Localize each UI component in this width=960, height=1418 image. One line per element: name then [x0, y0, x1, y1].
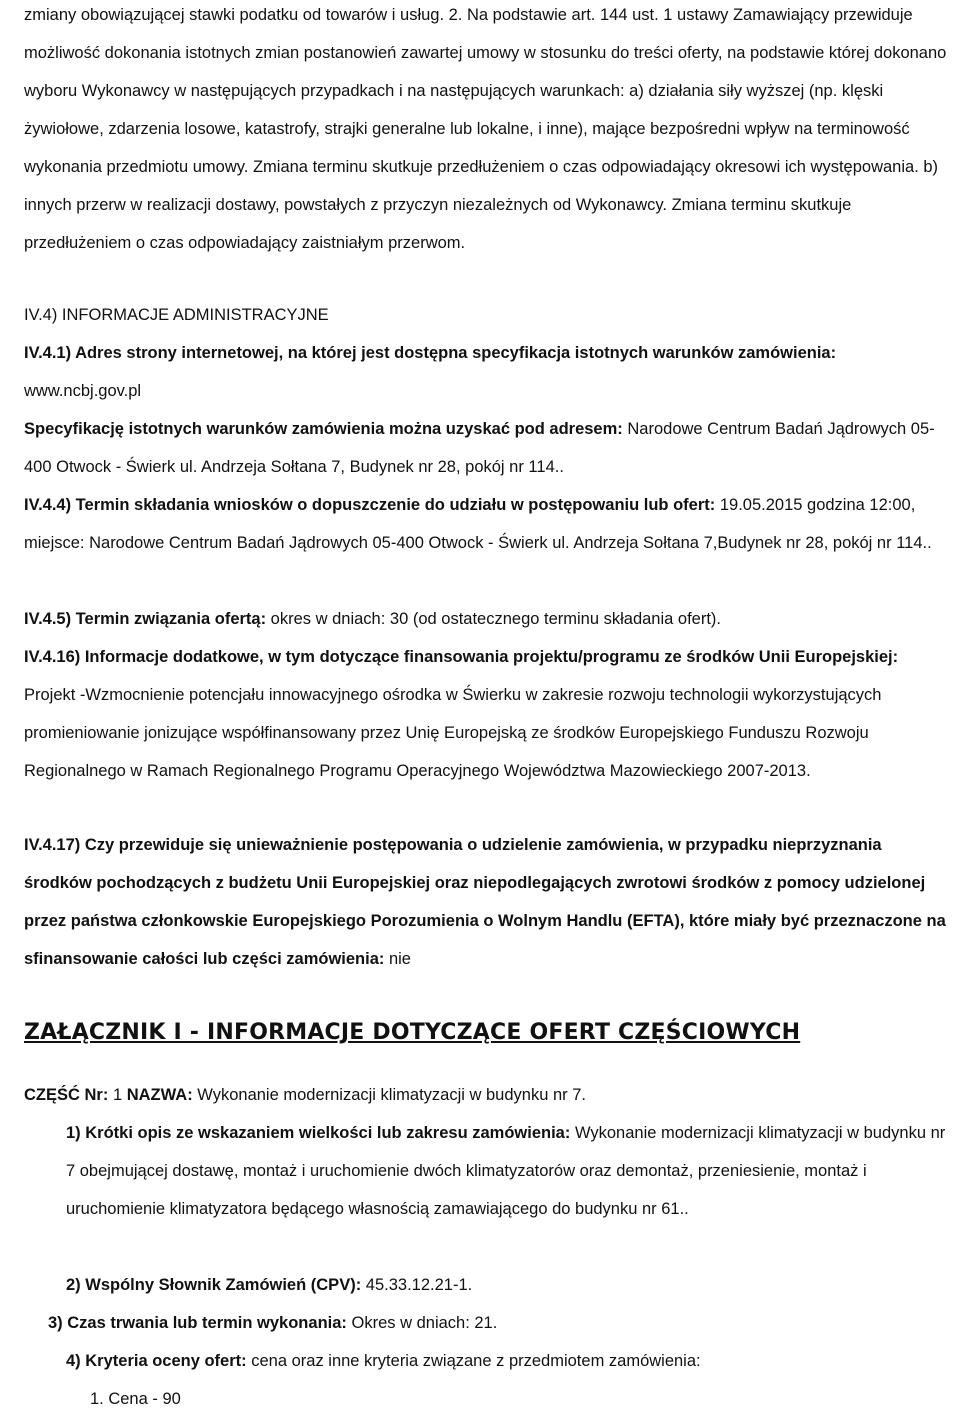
field-label: IV.4.1) Adres strony internetowej, na której jest dostępna specyfikacja istotnych warunków zamówienia:: [24, 344, 837, 362]
field-label: 1) Krótki opis ze wskazaniem wielkości lub zakresu zamówienia:: [66, 1124, 571, 1142]
field-iv416-additional-info: [24, 638, 952, 790]
field-label: 3) Czas trwania lub termin wykonania:: [48, 1314, 347, 1332]
item-criteria: [66, 1342, 952, 1380]
field-value: Narodowe Centrum Badań Jądrowych 05-400 Otwock - Świerk ul. Andrzeja Sołtana 7, Budynek nr 28, pokój nr 114..: [24, 420, 935, 476]
field-label: 4) Kryteria oceny ofert:: [66, 1352, 247, 1370]
section-heading-iv4: [24, 296, 952, 334]
field-value: nie: [388, 950, 411, 968]
field-iv45-binding-period: [24, 600, 952, 638]
field-value-link[interactable]: www.ncbj.gov.pl: [24, 382, 142, 400]
section-heading-text: IV.4) INFORMACJE ADMINISTRACYJNE: [24, 306, 329, 324]
paragraph-contract-changes: [24, 0, 952, 262]
item-duration: [48, 1304, 952, 1342]
field-spec-address: [24, 410, 952, 486]
field-iv41-website: [24, 334, 952, 410]
field-value: Wykonanie modernizacji klimatyzacji w budynku nr 7 obejmującej dostawę, montaż i uruchomienie dwóch klimatyzatorów oraz demontaż, przeniesienie, montaż i uruchomienie klimatyzatora będącego własnością zamawiającego do budynku nr 61..: [66, 1124, 946, 1218]
field-iv417-annulment: [24, 826, 952, 978]
field-label: IV.4.17) Czy przewiduje się unieważnienie postępowania o udzielenie zamówienia, w przypadku nieprzyznania środków pochodzących z budżetu Unii Europejskiej oraz niepodlegających zwrotowi środków z pomocy udzielonej przez państwa członkowskie Europejskiego Porozumienia o Wolnym Handlu (EFTA), które miały być przeznaczone na sfinansowanie całości lub części zamówienia:: [24, 836, 946, 968]
item-short-description: [66, 1114, 952, 1228]
part-info: [24, 1076, 952, 1114]
field-value: okres w dniach: 30 (od ostatecznego terminu składania ofert).: [270, 610, 721, 628]
field-label: IV.4.5) Termin związania ofertą:: [24, 610, 267, 628]
part-nr-label: CZĘŚĆ Nr:: [24, 1086, 109, 1104]
field-iv44-deadline: [24, 486, 952, 562]
field-label: IV.4.16) Informacje dodatkowe, w tym dotyczące finansowania projektu/programu ze środków Unii Europejskiej:: [24, 648, 899, 666]
field-value: cena oraz inne kryteria związane z przedmiotem zamówienia:: [251, 1352, 701, 1370]
field-value: Projekt -Wzmocnienie potencjału innowacyjnego ośrodka w Świerku w zakresie rozwoju technologii wykorzystujących promieniowanie jonizujące współfinansowany przez Unię Europejską ze środków Europejskiego Funduszu Rozwoju Regionalnego w Ramach Regionalnego Programu Operacyjnego Województwa Mazowieckiego 2007-2013.: [24, 686, 882, 780]
field-label: Specyfikację istotnych warunków zamówienia można uzyskać pod adresem:: [24, 420, 623, 438]
item-cpv: [66, 1266, 952, 1304]
field-label: IV.4.4) Termin składania wniosków o dopuszczenie do udziału w postępowaniu lub ofert:: [24, 496, 716, 514]
field-value: Okres w dniach: 21.: [351, 1314, 498, 1332]
part-name-value: Wykonanie modernizacji klimatyzacji w budynku nr 7.: [197, 1086, 586, 1104]
paragraph-text: zmiany obowiązującej stawki podatku od towarów i usług. 2. Na podstawie art. 144 ust. 1 ustawy Zamawiający przewiduje możliwość dokonania istotnych zmian postanowień zawartej umowy w stosunku do treści oferty, na podstawie której dokonano wyboru Wykonawcy w następujących przypadkach i na następujących warunkach: a) działania siły wyższej (np. klęski żywiołowe, zdarzenia losowe, katastrofy, strajki generalne lub lokalne, i inne), mające bezpośredni wpływ na terminowość wykonania przedmiotu umowy. Zmiana terminu skutkuje przedłużeniem o czas odpowiadający okresowi ich występowania. b) innych przerw w realizacji dostawy, powstałych z przyczyn niezależnych od Wykonawcy. Zmiana terminu skutkuje przedłużeniem o czas odpowiadający zaistniałym przerwom.: [24, 6, 947, 252]
part-name-label: NAZWA:: [126, 1086, 193, 1104]
criteria-list-item: [90, 1380, 952, 1418]
annex-heading: [24, 1014, 800, 1052]
field-label: 2) Wspólny Słownik Zamówień (CPV):: [66, 1276, 362, 1294]
criteria-text: 1. Cena - 90: [90, 1390, 181, 1408]
annex-title: ZAŁĄCZNIK I - INFORMACJE DOTYCZĄCE OFERT CZĘŚCIOWYCH: [24, 1020, 801, 1045]
field-value: 45.33.12.21-1.: [365, 1276, 473, 1294]
part-nr-value: 1: [112, 1086, 123, 1104]
field-value: 19.05.2015 godzina 12:00, miejsce: Narodowe Centrum Badań Jądrowych 05-400 Otwock - Świerk ul. Andrzeja Sołtana 7,Budynek nr 28, pokój nr 114..: [24, 496, 932, 552]
